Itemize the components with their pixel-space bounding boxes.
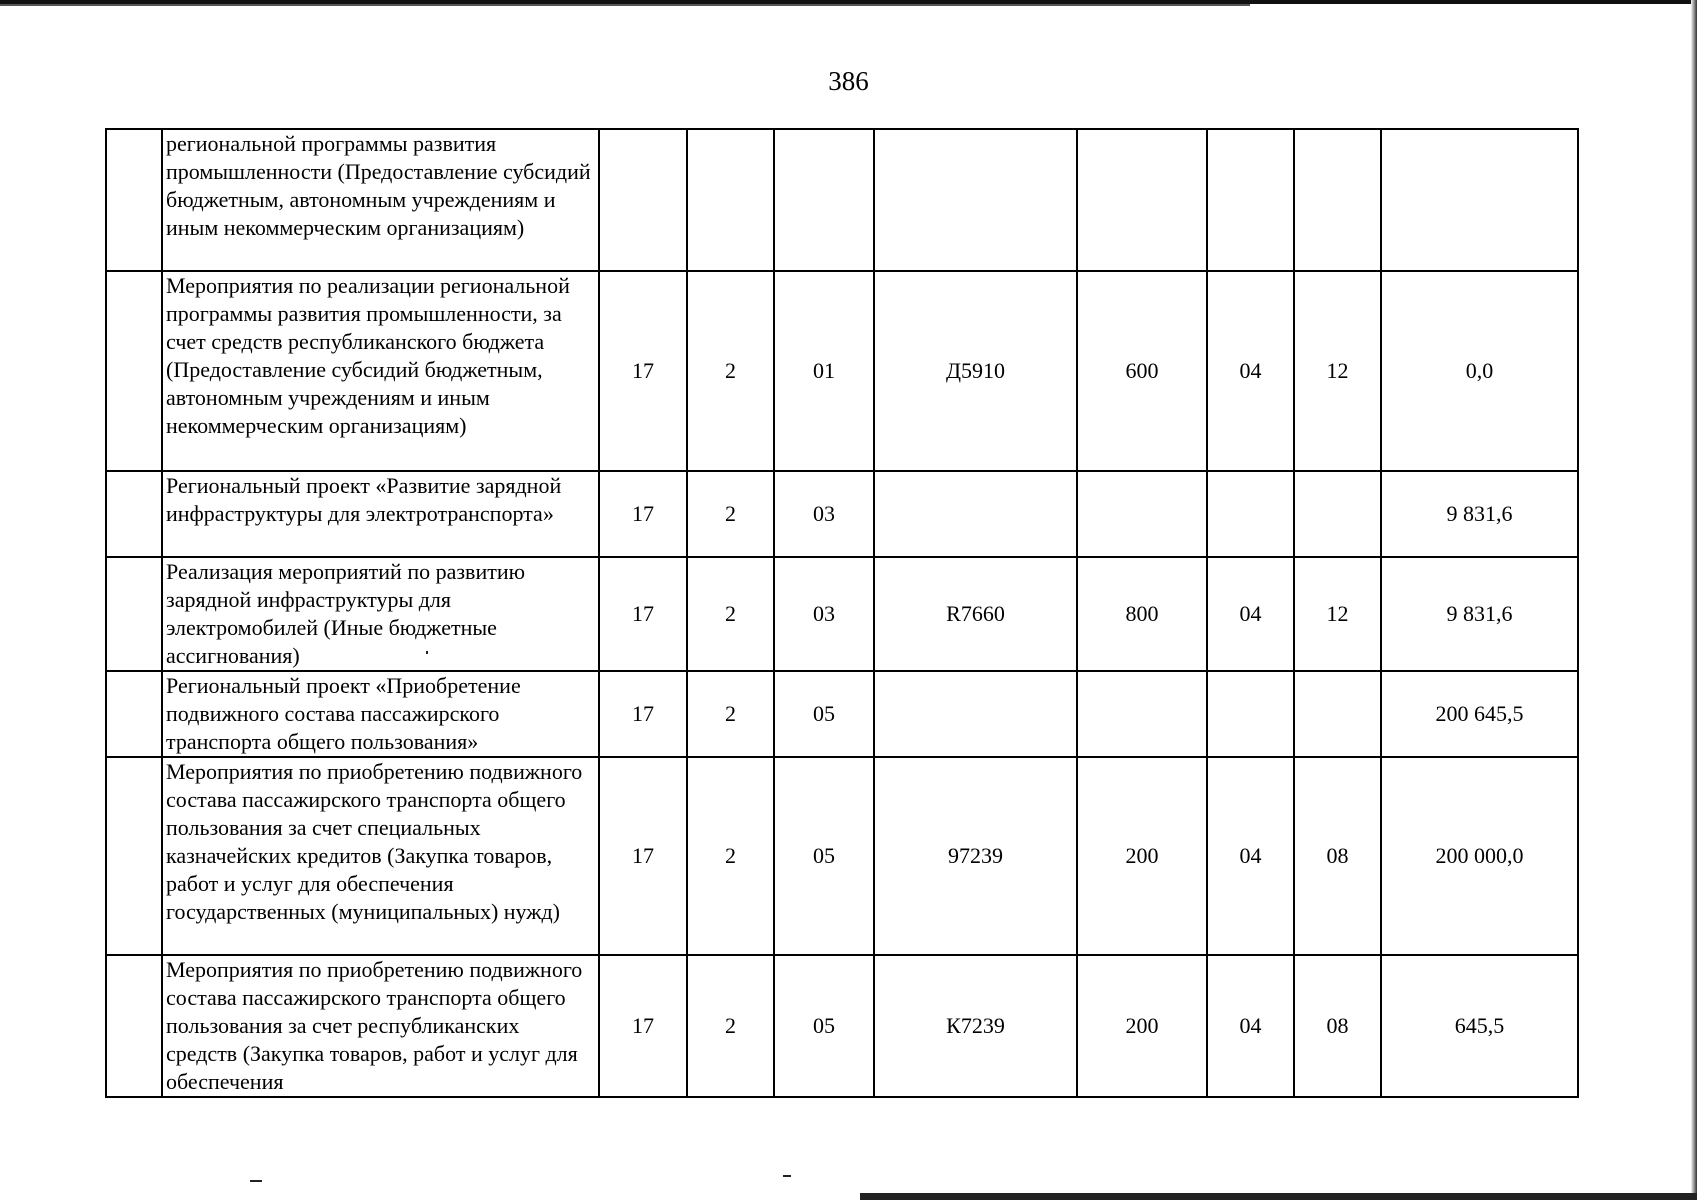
- code-cell-2: 2: [687, 271, 774, 471]
- code-cell-5: [1077, 129, 1207, 271]
- scan-edge-top-shadow: [0, 4, 1250, 6]
- table-row: [106, 129, 1578, 271]
- code-cell-2: [687, 129, 774, 271]
- index-cell: [106, 271, 162, 471]
- code-cell-4: [874, 471, 1077, 557]
- code-cell-3: 05: [774, 671, 874, 757]
- code-cell-6: 04: [1207, 757, 1294, 955]
- description-cell: региональной программы развития промышленности (Предоставление субсидий бюджетным, автономным учреждениям и иным некоммерческим организациям): [162, 129, 599, 271]
- code-cell-4: 97239: [874, 757, 1077, 955]
- description-cell: Мероприятия по приобретению подвижного состава пассажирского транспорта общего пользования за счет специальных казначейских кредитов (Закупка товаров, работ и услуг для обеспечения государственных (муниципальных) нужд): [162, 757, 599, 955]
- code-cell-7: 08: [1294, 955, 1381, 1097]
- index-cell: [106, 757, 162, 955]
- code-cell-2: 2: [687, 955, 774, 1097]
- code-cell-3: 03: [774, 471, 874, 557]
- code-cell-1: 17: [599, 471, 687, 557]
- table-row: [106, 271, 1578, 471]
- code-cell-1: 17: [599, 671, 687, 757]
- code-cell-2: 2: [687, 757, 774, 955]
- description-cell: Мероприятия по реализации региональной программы развития промышленности, за счет средств республиканского бюджета (Предоставление субсидий бюджетным, автономным учреждениям и иным некоммерческим организациям): [162, 271, 599, 471]
- code-cell-6: 04: [1207, 557, 1294, 671]
- code-cell-1: 17: [599, 557, 687, 671]
- amount-cell: 0,0: [1381, 271, 1578, 471]
- code-cell-7: 12: [1294, 271, 1381, 471]
- amount-cell: 200 000,0: [1381, 757, 1578, 955]
- code-cell-2: 2: [687, 471, 774, 557]
- code-cell-5: 800: [1077, 557, 1207, 671]
- code-cell-6: [1207, 671, 1294, 757]
- description-cell: Реализация мероприятий по развитию зарядной инфраструктуры для электромобилей (Иные бюджетные ассигнования): [162, 557, 599, 671]
- index-cell: [106, 671, 162, 757]
- scan-edge-bottom: [860, 1193, 1697, 1200]
- page-number: 386: [828, 66, 869, 96]
- index-cell: [106, 129, 162, 271]
- code-cell-6: 04: [1207, 955, 1294, 1097]
- amount-cell: [1381, 129, 1578, 271]
- description-cell: Региональный проект «Приобретение подвижного состава пассажирского транспорта общего пользования»: [162, 671, 599, 757]
- code-cell-5: [1077, 671, 1207, 757]
- code-cell-7: [1294, 129, 1381, 271]
- code-cell-1: 17: [599, 955, 687, 1097]
- scan-edge-right: [1691, 0, 1697, 1200]
- code-cell-7: 12: [1294, 557, 1381, 671]
- code-cell-7: 08: [1294, 757, 1381, 955]
- code-cell-6: [1207, 471, 1294, 557]
- scan-speck: [783, 1175, 791, 1177]
- index-cell: [106, 471, 162, 557]
- index-cell: [106, 955, 162, 1097]
- code-cell-4: К7239: [874, 955, 1077, 1097]
- code-cell-1: 17: [599, 757, 687, 955]
- code-cell-5: 600: [1077, 271, 1207, 471]
- code-cell-3: 05: [774, 757, 874, 955]
- code-cell-3: 01: [774, 271, 874, 471]
- scan-speck: [426, 651, 428, 654]
- code-cell-2: 2: [687, 557, 774, 671]
- budget-table: [105, 128, 1579, 1098]
- scan-speck: [250, 1180, 262, 1182]
- amount-cell: 9 831,6: [1381, 557, 1578, 671]
- description-cell: Региональный проект «Развитие зарядной инфраструктуры для электротранспорта»: [162, 471, 599, 557]
- amount-cell: 645,5: [1381, 955, 1578, 1097]
- table-row: [106, 557, 1578, 671]
- code-cell-3: 03: [774, 557, 874, 671]
- table-row: [106, 471, 1578, 557]
- code-cell-4: Д5910: [874, 271, 1077, 471]
- index-cell: [106, 557, 162, 671]
- table-row: [106, 671, 1578, 757]
- code-cell-4: [874, 671, 1077, 757]
- table-row: [106, 955, 1578, 1097]
- code-cell-1: [599, 129, 687, 271]
- code-cell-3: 05: [774, 955, 874, 1097]
- code-cell-6: 04: [1207, 271, 1294, 471]
- code-cell-5: 200: [1077, 955, 1207, 1097]
- code-cell-6: [1207, 129, 1294, 271]
- code-cell-5: [1077, 471, 1207, 557]
- amount-cell: 200 645,5: [1381, 671, 1578, 757]
- code-cell-1: 17: [599, 271, 687, 471]
- table-row: [106, 757, 1578, 955]
- description-cell: Мероприятия по приобретению подвижного состава пассажирского транспорта общего пользования за счет республиканских средств (Закупка товаров, работ и услуг для обеспечения: [162, 955, 599, 1097]
- amount-cell: 9 831,6: [1381, 471, 1578, 557]
- code-cell-4: R7660: [874, 557, 1077, 671]
- code-cell-7: [1294, 671, 1381, 757]
- code-cell-2: 2: [687, 671, 774, 757]
- code-cell-7: [1294, 471, 1381, 557]
- code-cell-3: [774, 129, 874, 271]
- code-cell-4: [874, 129, 1077, 271]
- code-cell-5: 200: [1077, 757, 1207, 955]
